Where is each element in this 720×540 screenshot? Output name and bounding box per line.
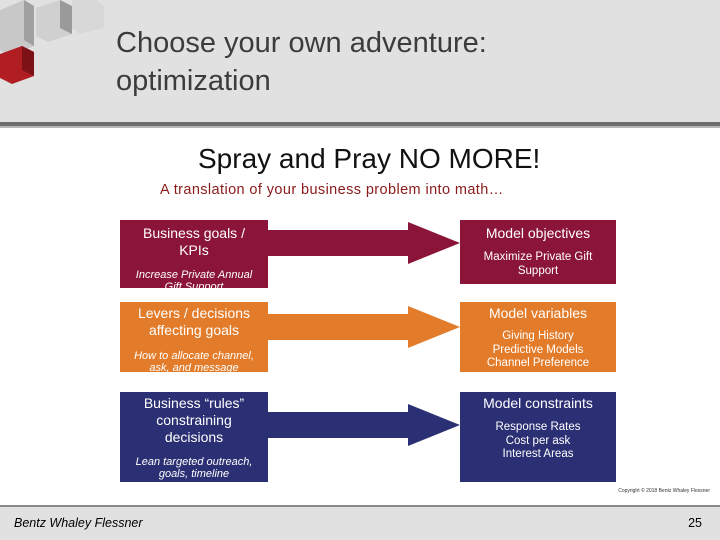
levers-decisions-heading: Levers / decisions affecting goals: [137, 305, 251, 338]
business-rules-box: [120, 392, 268, 482]
arrow-right-icon: [268, 306, 460, 348]
business-goals-heading: Business goals / KPIs: [143, 225, 245, 258]
footer-brand: Bentz Whaley Flessner: [14, 516, 143, 530]
arrow-right-icon: [268, 222, 460, 264]
business-rules-heading: Business “rules” constraining decisions: [143, 395, 245, 445]
model-constraints-box: [460, 392, 616, 482]
business-goals-example: Increase Private Annual Gift Support: [135, 269, 253, 293]
model-objectives-heading: Model objectives: [485, 225, 591, 241]
model-variables-heading: Model variables: [488, 305, 588, 321]
model-variables-detail: Giving History Predictive Models Channel Preference: [486, 330, 590, 369]
arrow-right-icon: [268, 404, 460, 446]
title-line-1: Choose your own adventure:: [116, 27, 487, 59]
logo-cubes-graphic: [0, 0, 110, 90]
model-constraints-heading: Model constraints: [483, 395, 593, 411]
model-variables-box: [460, 302, 616, 372]
levers-decisions-box: [120, 302, 268, 372]
levers-decisions-example: How to allocate channel, ask, and message: [134, 350, 254, 374]
copyright-notice: Copyright © 2018 Bentz Whaley Flessner: [618, 488, 710, 494]
model-constraints-detail: Response Rates Cost per ask Interest Areas: [495, 421, 581, 460]
page-number: 25: [688, 516, 702, 530]
slide-subtitle: Spray and Pray NO MORE!: [198, 143, 541, 174]
tagline: A translation of your business problem into math…: [160, 182, 504, 198]
slide-title: [116, 24, 487, 100]
model-objectives-detail: Maximize Private Gift Support: [483, 251, 593, 277]
business-rules-example: Lean targeted outreach, goals, timeline: [135, 456, 253, 480]
title-line-2: optimization: [116, 65, 271, 97]
model-objectives-box: [460, 220, 616, 284]
header-divider-shadow: [0, 126, 720, 128]
business-goals-box: [120, 220, 268, 293]
